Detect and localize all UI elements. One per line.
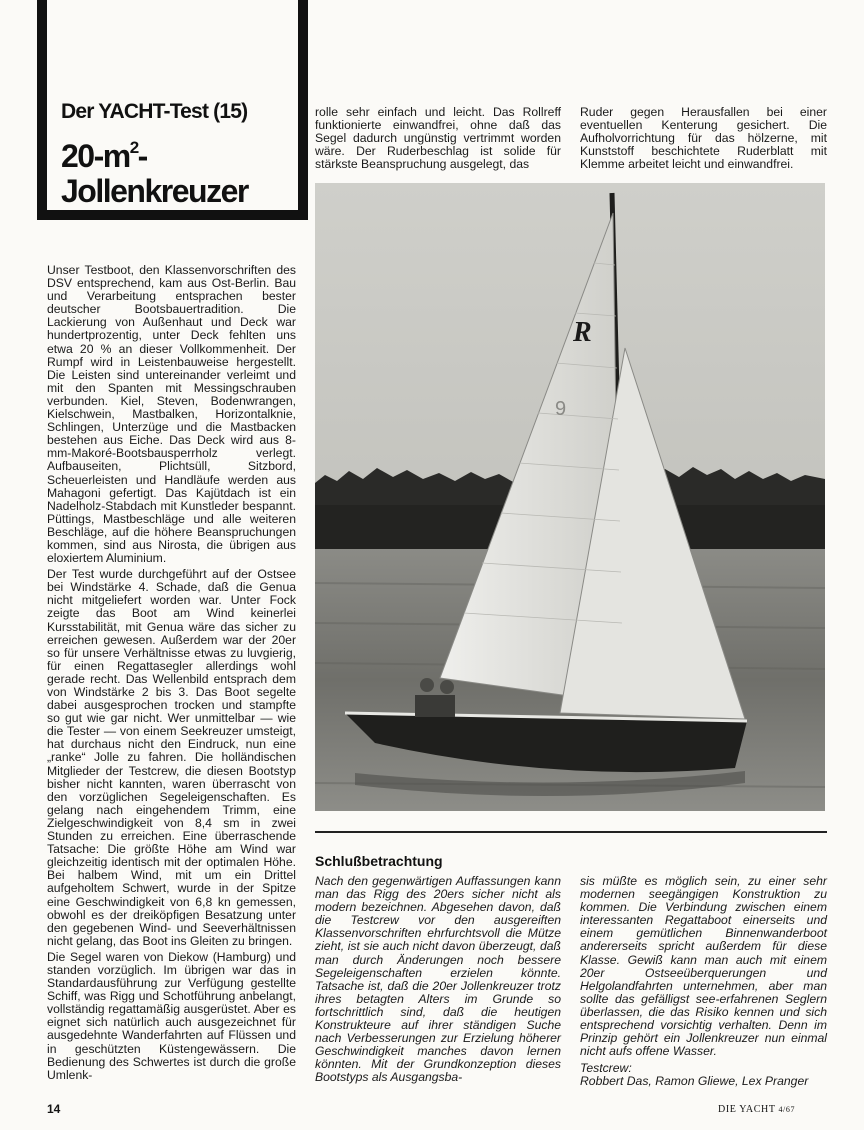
series-title: Der YACHT-Test (15) (61, 100, 248, 123)
paragraph: Der Test wurde durchgeführt auf der Ostsee bei Windstärke 4. Schade, daß die Genua nicht mitgeliefert worden war. Unter Fock zeigte das Boot am Wind keinerlei Kursstabilität, mit Genua wäre das sicher zu erreichen gewesen. Außerdem war der 20er so für unsere Verhältnisse etwas zu luvgierig, für einen Regattasegler allerdings wohl gerade recht. Das Wellenbild entsprach dem von Windstärke 2 bis 3. Das Boot segelte dabei ausgesprochen trocken und stampfte so gut wie gar nicht. Wer unmittelbar — wie die Tester — von einem Seekreuzer umsteigt, hat durchaus nicht den Eindruck, nun eine „ranke“ Jolle zu fahren. Die holländischen Mitglieder der Testcrew, die diesen Bootstyp bisher nicht kannten, waren überrascht von den vorzüglichen Segeleigenschaften. Es gelang nach eingehendem Trimm, eine Zielgeschwindigkeit von 8,4 sm in zwei Stunden zu erreichen. Eine überraschende Tatsache: Die größte Höhe am Wind war gleichzeitig identisch mit der optimalen Höhe. Bei halbem Wind, mit um ein Drittel aufgeholtem Schwert, wurde in der Spitze eine Geschwindigkeit von 6,8 kn gemessen, obwohl es der dreiköpfigen Besatzung unter den gegebenen Wind- und Seeverhältnissen nicht gelang, das Boot ins Gleiten zu bringen. (47, 567, 296, 948)
title-line2: Jollenkreuzer (61, 173, 248, 209)
footer-magazine (718, 1104, 795, 1115)
paragraph: Die Segel waren von Diekow (Hamburg) und standen vorzüglich. Im übrigen war das in Standardausführung zur Verfügung gestellte Schiff, was Rigg und Schotführung anbelangt, vollständig regattamäßig ausgerüstet. Aber es eignet sich natürlich auch ausgezeichnet für ausgedehnte Wanderfahrten auf Flüssen und in geschützten Küstengewässern. Die Bedienung des Schwertes ist durch die große Umlenk- (47, 949, 296, 1082)
title-dash: - (137, 138, 147, 174)
column-1 (47, 264, 296, 1085)
magazine-name: DIE YACHT (718, 1104, 776, 1115)
sailboat-photo (315, 183, 825, 811)
article-title (61, 130, 288, 209)
paragraph: Ruder gegen Herausfallen bei einer eventuellen Kenterung gesichert. Die Aufholvorrichtung für das hölzerne, mit Kunststoff beschichtete Ruderblatt mit Klemme arbeitet leicht und einwandfrei. (580, 105, 827, 172)
paragraph: rolle sehr einfach und leicht. Das Rollreff funktionierte einwandfrei, ohne daß das Segel dadurch ungünstig vertrimmt worden wäre. Der Ruderbeschlag ist solide für stärkste Beanspruchung ausgelegt, das (315, 105, 561, 172)
sail-number: 9 (555, 398, 567, 420)
page-number: 14 (47, 1102, 61, 1116)
paragraph: Unser Testboot, den Klassenvorschriften des DSV entsprechend, kam aus Ost-Berlin. Bau und Verarbeitung entsprachen bester deutscher Bootsbauertradition. Die Lackierung von Außenhaut und Deck war hundertprozentig, unter Deck fehlten uns etwa 20 % an dieser Vollkommenheit. Der Rumpf wird in Leistenbauweise hergestellt. Die Leisten sind untereinander verleimt und mit den Spanten mit Messingschrauben verbunden. Kiel, Steven, Bodenwrangen, Kielschwein, Mastbalken, Horizontalknie, Schlingen, Unterzüge und die Mastbacken bestehen aus Eiche. Das Deck wird aus 8-mm-Makoré-Bootsbausperrholz verlegt. Aufbauseiten, Plichtsüll, Sitzbord, Scheuerleisten und Handläufe werden aus Mahagoni gefertigt. Das Kajütdach ist ein Nadelholz-Stabdach mit Kunstleder bespannt. Püttings, Mastbeschläge und alle weiteren Beschläge, auf die höhere Beanspruchungen kommen, sind aus Nirosta, die übrigen aus eloxiertem Aluminium. (47, 263, 296, 566)
conclusion-column-3 (580, 875, 827, 1089)
crew-head (420, 678, 434, 692)
title-box (37, 0, 308, 220)
paragraph: Nach den gegenwärtigen Auffassungen kann man das Rigg des 20ers sicher nicht als modern bezeichnen. Abgesehen davon, daß die Testcrew vor den ausgereiften Klassenvorschriften ehrfurchtsvoll die Mütze zieht, ist sie auch nicht davon überzeugt, daß man durch Änderungen noch bessere Segeleigenschaften erzielen könnte. Tatsache ist, daß die 20er Jollenkreuzer trotz ihres betagten Alters im Grunde so fortschrittlich sind, daß die heutigen Konstrukteure auf ihrer ständigen Suche nach Verbesserungen zur Erzielung höherer Geschwindigkeit manches davon lernen könnten. Mit der Grundkonzeption dieses Bootstyps als Ausgangsba- (315, 874, 561, 1085)
testcrew-label: Testcrew: (580, 1061, 632, 1076)
conclusion-column-2 (315, 875, 561, 1088)
column-2-top (315, 106, 561, 174)
title-superscript: 2 (129, 138, 138, 157)
crew-head (440, 680, 454, 694)
testcrew-names: Robbert Das, Ramon Gliewe, Lex Pranger (580, 1074, 809, 1089)
paragraph: sis müßte es möglich sein, zu einer sehr modernen seegängigen Konstruktion zu kommen. Die Verbindung zwischen einem interessanten Regattaboot einerseits und einem gemütlichen Binnenwanderboot andererseits spricht außerdem für diese Klasse. Gewiß kann man auch mit einem 20er Ostseeüberquerungen und Helgolandfahrten unternehmen, aber man sollte das gefälligst see-erfahrenen Seglern überlassen, die das Risiko kennen und sich entsprechend vorsichtig verhalten. Denn im Prinzip gehört ein Jollenkreuzer nun einmal nicht aufs offene Wasser. (580, 874, 827, 1059)
column-3-top (580, 106, 827, 174)
issue-number: 4/67 (778, 1105, 796, 1114)
crew (415, 695, 455, 717)
section-divider (315, 831, 827, 833)
title-line1: 20-m (61, 138, 130, 174)
sail-letter: R (573, 317, 592, 348)
section-heading: Schlußbetrachtung (315, 853, 443, 869)
